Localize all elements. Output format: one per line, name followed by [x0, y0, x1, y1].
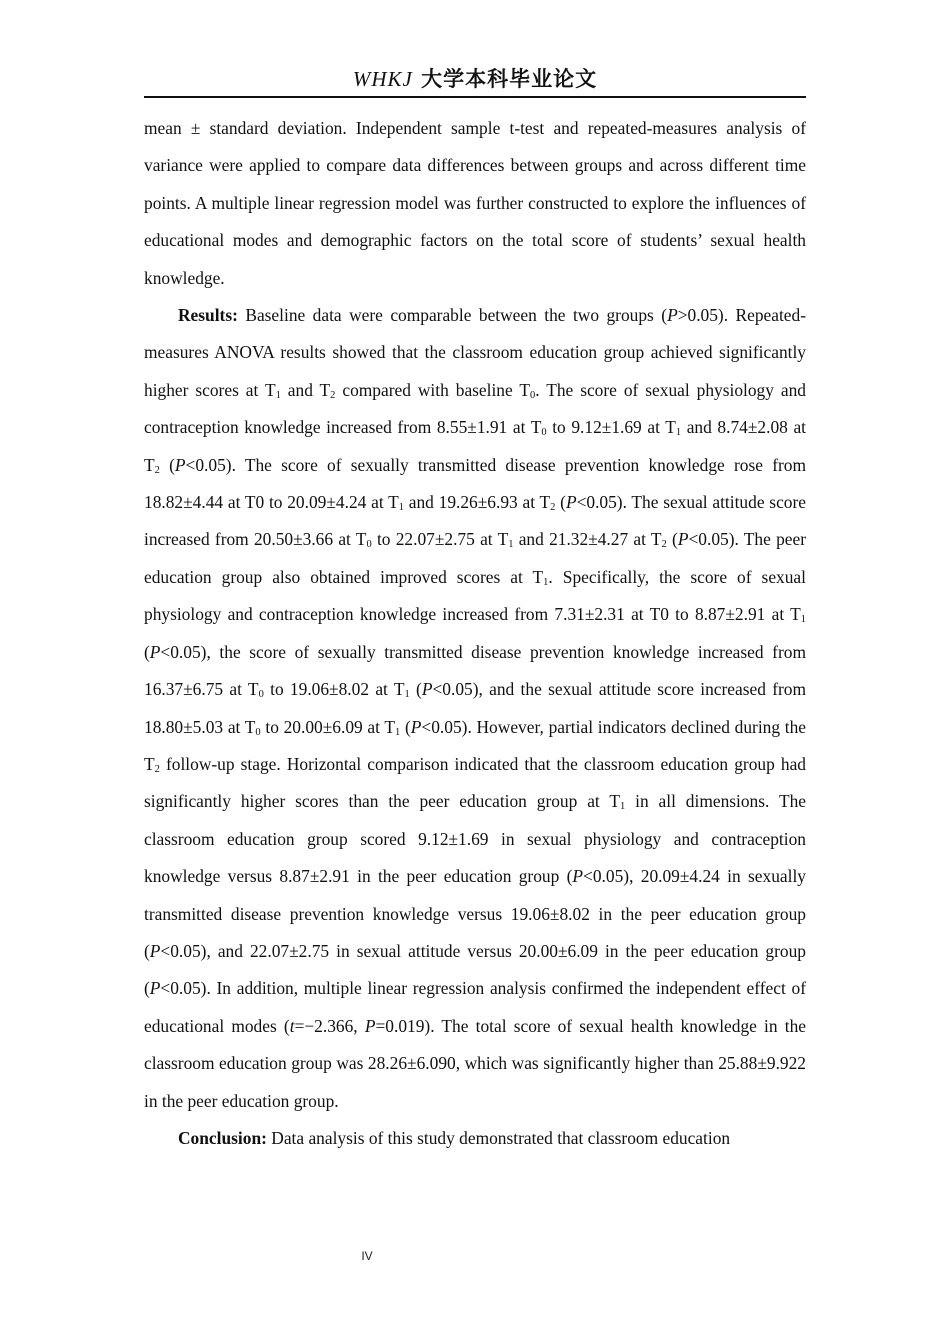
header-latin: WHKJ	[352, 67, 413, 91]
abstract-body	[144, 110, 806, 1157]
header-title: 大学本科毕业论文	[421, 67, 598, 91]
results-paragraph: Results: Baseline data were comparable between the two groups (P>0.05). Repeated-measures ANOVA results showed that the classroom education group achieved significantly higher scores at $T_1$ and $T_2$ compared with baseline $T_0$. The score of sexual physiology and contraception knowledge increased from 8.55±1.91 at $T_0$ to 9.12±1.69 at $T_1$ and 8.74±2.08 at $T_2$ (P<0.05). The score of sexually transmitted disease prevention knowledge rose from 18.82±4.44 at T0 to 20.09±4.24 at $T_1$ and 19.26±6.93 at $T_2$ (P<0.05). The sexual attitude score increased from 20.50±3.66 at $T_0$ to 22.07±2.75 at $T_1$ and 21.32±4.27 at $T_2$ (P<0.05). The peer education group also obtained improved scores at $T_1$. Specifically, the score of sexual physiology and contraception knowledge increased from 7.31±2.31 at T0 to 8.87±2.91 at $T_1$ (P<0.05), the score of sexually transmitted disease prevention knowledge increased from 16.37±6.75 at $T_0$ to 19.06±8.02 at $T_1$ (P<0.05), and the sexual attitude score increased from 18.80±5.03 at $T_0$ to 20.00±6.09 at $T_1$ (P<0.05). However, partial indicators declined during the $T_2$ follow-up stage. Horizontal comparison indicated that the classroom education group had significantly higher scores than the peer education group at $T_1$ in all dimensions. The classroom education group scored 9.12±1.69 in sexual physiology and contraception knowledge versus 8.87±2.91 in the peer education group (P<0.05), 20.09±4.24 in sexually transmitted disease prevention knowledge versus 19.06±8.02 in the peer education group (P<0.05), and 22.07±2.75 in sexual attitude versus 20.00±6.09 in the peer education group (P<0.05). In addition, multiple linear regression analysis confirmed the independent effect of educational modes (t=−2.366, P=0.019). The total score of sexual health knowledge in the classroom education group was 28.26±6.090, which was significantly higher than 25.88±9.922 in the peer education group.	[144, 305, 807, 1111]
page-number: IV	[361, 1249, 373, 1263]
methods-paragraph-continued: mean ± standard deviation. Independent sample t-test and repeated-measures analysis of variance were applied to compare data differences between groups and across different time points. A multiple linear regression model was further constructed to explore the influences of educational modes and demographic factors on the total score of students’ sexual health knowledge.	[144, 118, 806, 288]
conclusion-label: Conclusion:	[178, 1127, 267, 1148]
results-label: Results:	[178, 305, 238, 326]
conclusion-paragraph: Conclusion: Data analysis of this study demonstrated that classroom education	[178, 1127, 731, 1148]
header-rule	[144, 96, 806, 98]
page-header	[144, 64, 806, 94]
